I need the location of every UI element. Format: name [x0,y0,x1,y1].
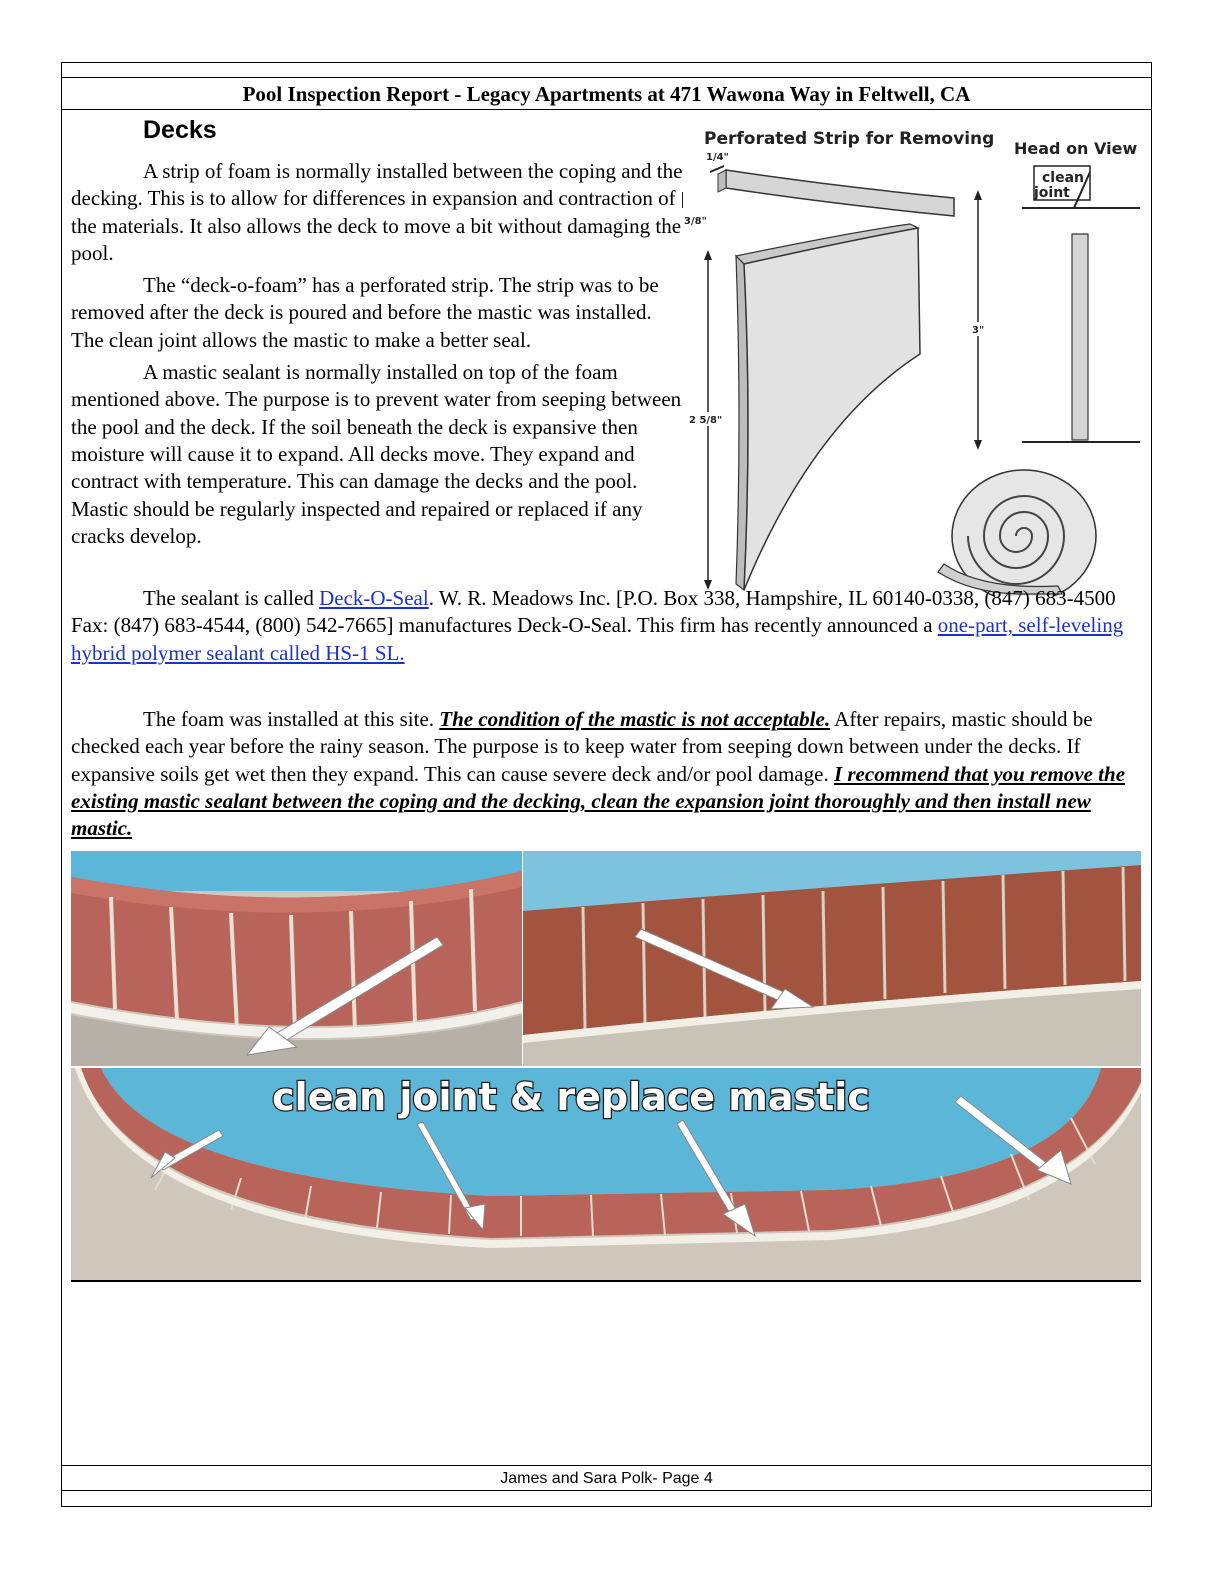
footer-text: James and Sara Polk- Page 4 [500,1470,713,1487]
recommendation-text: I recommend that you remove the existing mastic sealant between the coping and the decking, clean the expansion joint thoroughly and then install new mastic. [71,761,1126,841]
paragraph-mastic-sealant: A mastic sealant is normally installed on top of the foam mentioned above. The purpose is to prevent water from seeping between the pool and the deck. If the soil beneath the deck is expansive then moisture will cause it to expand. All decks move. They expand and contract with temperature. This can damage the decks and the pool. Mastic should be regularly inspected and repaired or replaced if any cracks develop. [71,360,682,548]
perforated-strip-end [718,170,726,192]
dimension-three-inch: 3" [972,325,985,336]
paragraph-deck-o-foam: The “deck-o-foam” has a perforated strip. The strip was to be removed after the deck is poured and before the mastic was installed. The clean joint allows the mastic to make a better seal. [71,273,659,352]
quarter-inch-arrow [710,166,724,172]
foam-strip-diagram [682,124,1144,596]
page-footer [61,1465,1152,1491]
head-on-view-title: Head on View [1014,139,1138,158]
dimension-three-eighths: 3/8" [684,216,707,227]
clean-label: clean [1042,170,1085,186]
report-title: Pool Inspection Report - Legacy Apartments at 471 Wawona Way in Feltwell, CA [242,82,971,106]
condition-text-start: The foam was installed at this site. [143,707,440,731]
diagram-title: Perforated Strip for Removing [704,129,995,149]
dimension-quarter-inch: 1/4" [706,152,729,163]
arrow-head-up-2 [974,190,982,200]
foam-body-face [744,228,920,590]
photo-caption: clean joint & replace mastic [272,1075,870,1119]
intro-text-column [71,158,683,550]
foam-roll-icon [938,470,1096,596]
paragraph-foam-strip: A strip of foam is normally installed between the coping and the decking. This is to allow for differences in expansion and contraction of the materials. It also allows the deck to move a bit without damaging the pool. [71,159,683,265]
condition-paragraph [71,706,1141,842]
section-heading: Decks [143,116,217,144]
sealant-text-middle: . W. R. Meadows Inc. [P.O. Box 338, Hampshire, IL 60140-0338, (847) 683-4500 Fax: (847) 683-4544, (800) 542-7665] manufactures Deck-O-Seal. This firm has recently announced a [71,586,1116,638]
head-on-foam [1072,234,1088,440]
photo-pool-curve [71,1068,1141,1280]
condition-text-middle: After repairs, mastic should be checked each year before the rainy season. The purpose is to keep water from seeping down between under the decks. If expansive soils get wet then they expand. This can cause severe deck and/or pool damage. [71,707,1093,786]
dimension-two-five-eighths: 2 5/8" [689,415,723,426]
photo-coping-left [71,851,522,1066]
sealant-paragraph [71,585,1141,667]
hs-1-sl-link[interactable]: one-part, self-leveling hybrid polymer sealant called HS-1 SL. [71,613,1124,665]
paragraph-deck-o-seal [71,585,1141,667]
perforated-strip [726,170,954,216]
joint-label: joint [1034,185,1070,201]
deck-o-seal-link[interactable]: Deck-O-Seal [319,586,429,610]
sealant-text-start: The sealant is called [143,586,320,610]
condition-not-acceptable: The condition of the mastic is not acceptable. [439,707,831,731]
arrow-head-up [704,250,712,260]
report-header [61,77,1152,110]
photo-coping-right [523,851,1141,1066]
section-divider [71,1280,1141,1282]
arrow-head-down-2 [974,440,982,450]
paragraph-condition [71,706,1141,842]
